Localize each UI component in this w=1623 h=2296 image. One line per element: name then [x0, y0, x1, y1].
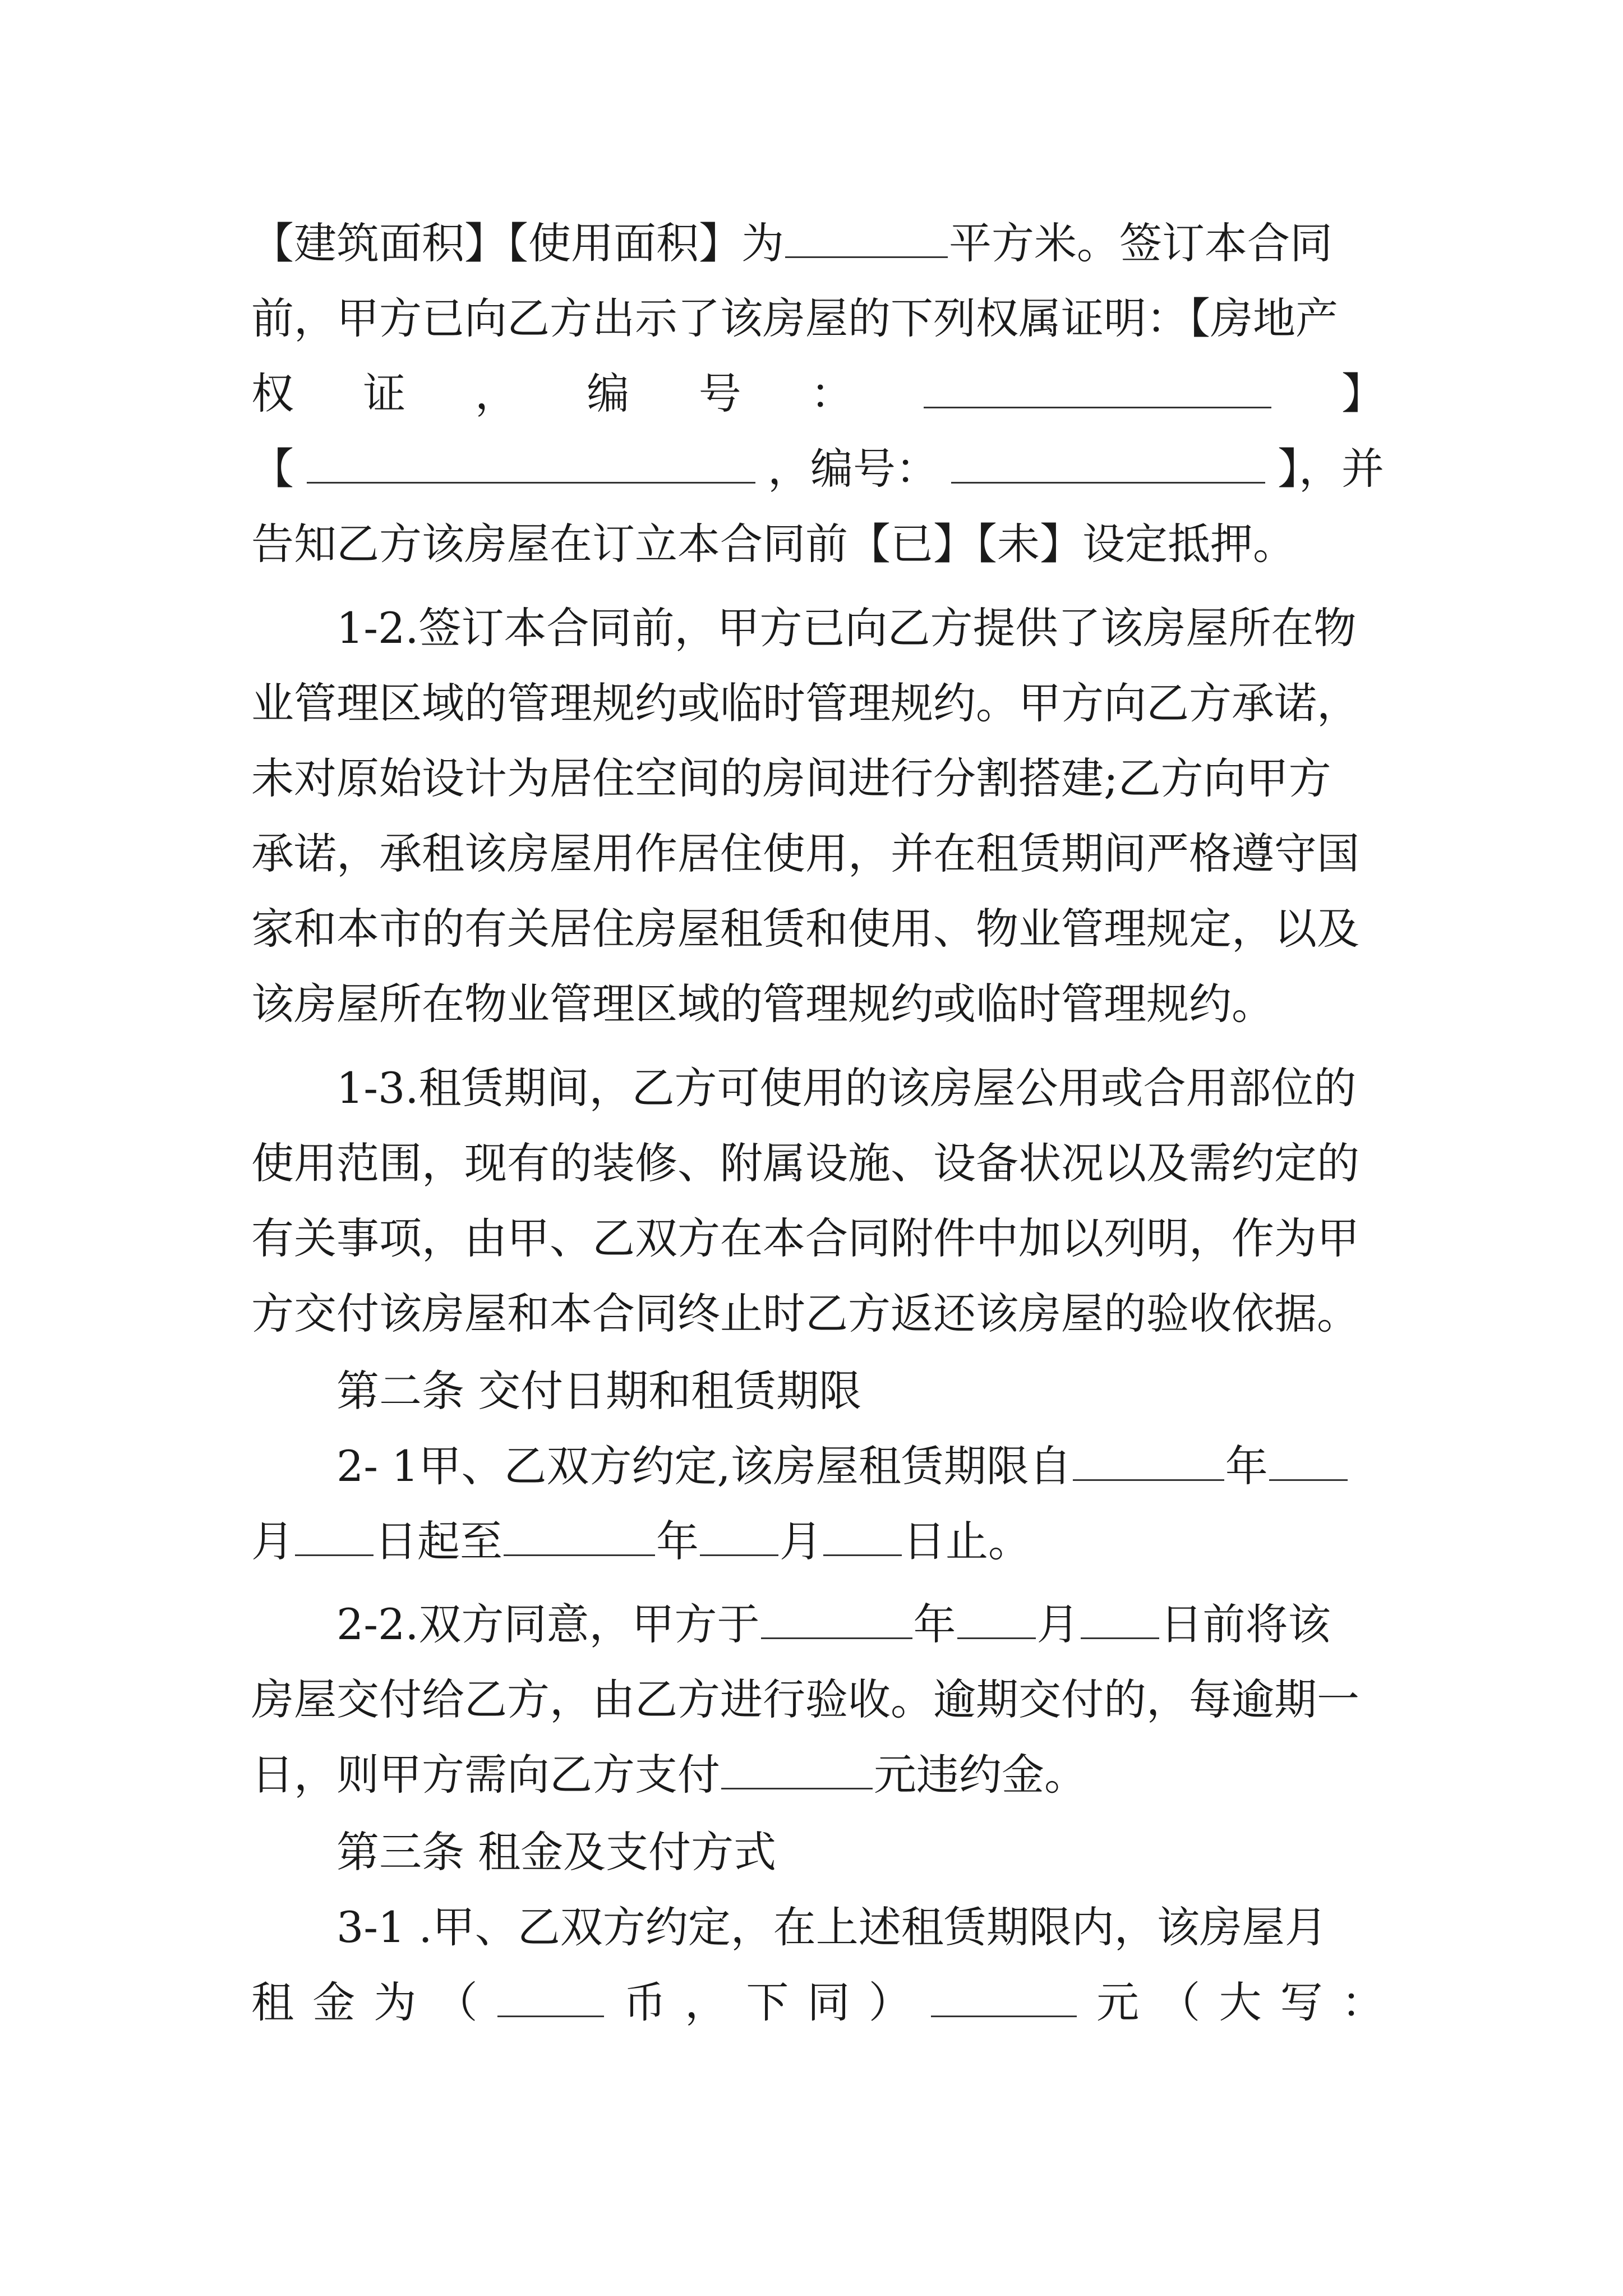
clause-1-3-line — [251, 1280, 1384, 1347]
text-segment: 告知乙方该房屋在订立本合同前【已】【未】设定抵押。 — [251, 519, 1295, 569]
clause-2-2-line — [336, 1591, 1384, 1658]
clause-1-2-line — [251, 895, 1384, 963]
certificate-number-blank[interactable] — [924, 376, 1271, 408]
text-segment: 】，并 — [1278, 444, 1384, 494]
text-char: 元 — [1096, 1977, 1140, 2027]
text-char: 同 — [807, 1977, 850, 2027]
fill-in-blank[interactable] — [785, 226, 948, 258]
text-segment: ，编号： — [768, 444, 938, 494]
text-char: 号 — [698, 369, 741, 418]
text-segment: 年 — [656, 1516, 699, 1566]
text-line — [251, 510, 1384, 578]
clause-3-1-line — [336, 1894, 1384, 1961]
clause-2-1-line — [336, 1433, 1384, 1500]
text-segment: 年 — [1225, 1441, 1268, 1491]
start-month-blank[interactable] — [1269, 1448, 1348, 1481]
clause-1-2-line — [251, 820, 1384, 887]
text-segment: 1-3.租赁期间，乙方可使用的该房屋公用或合用部位的 — [336, 1063, 1357, 1113]
start-day-blank[interactable] — [295, 1524, 374, 1556]
text-segment: 日，则甲方需向乙方支付 — [251, 1750, 720, 1800]
text-segment: 有关事项，由甲、乙双方在本合同附件中加以列明，作为甲 — [251, 1213, 1359, 1263]
heading-text: 第二条 交付日期和租赁期限 — [336, 1366, 862, 1416]
penalty-amount-blank[interactable] — [721, 1757, 873, 1789]
text-segment: 日止。 — [903, 1516, 1031, 1566]
clause-1-2-line — [336, 595, 1384, 662]
text-segment: 日前将该 — [1160, 1599, 1331, 1649]
text-segment: 前，甲方已向乙方出示了该房屋的下列权属证明：【房地产 — [251, 293, 1338, 343]
text-line — [251, 435, 1384, 503]
text-segment: 业管理区域的管理规约或临时管理规约。甲方向乙方承诺， — [251, 678, 1359, 728]
text-char: ， — [685, 1977, 728, 2027]
text-segment: 2- 1甲、乙双方约定,该房屋租赁期限自 — [336, 1441, 1072, 1491]
rent-amount-blank[interactable] — [931, 1985, 1077, 2017]
heading-text: 第三条 租金及支付方式 — [336, 1827, 777, 1877]
certificate-name-blank[interactable] — [307, 451, 755, 484]
article-3-title — [336, 1819, 1384, 1886]
text-char: ： — [1341, 1977, 1384, 2027]
text-segment: 月 — [780, 1516, 822, 1566]
text-char: （ — [1158, 1977, 1201, 2027]
clause-1-2-line — [251, 970, 1384, 1038]
text-segment: 【建筑面积】【使用面积】为 — [251, 218, 784, 268]
clause-1-3-line — [251, 1130, 1384, 1197]
text-char: ） — [868, 1977, 911, 2027]
text-segment: 】 — [1341, 369, 1384, 418]
text-line — [251, 285, 1384, 352]
text-segment: 2-2.双方同意，甲方于 — [336, 1599, 760, 1649]
text-char: 币 — [623, 1977, 666, 2027]
clause-2-2-line — [251, 1666, 1384, 1733]
clause-1-3-line — [336, 1055, 1384, 1122]
text-segment: 方交付该房屋和本合同终止时乙方返还该房屋的验收依据。 — [251, 1289, 1359, 1338]
text-segment: 该房屋所在物业管理区域的管理规约或临时管理规约。 — [251, 979, 1274, 1029]
clause-2-2-line — [251, 1741, 1384, 1809]
currency-blank[interactable] — [497, 1985, 604, 2017]
clause-2-1-line — [251, 1508, 1384, 1575]
text-segment: 房屋交付给乙方，由乙方进行验收。逾期交付的，每逾期一 — [251, 1674, 1359, 1724]
delivery-day-blank[interactable] — [1081, 1607, 1159, 1639]
text-segment: 元违约金。 — [874, 1750, 1087, 1800]
end-day-blank[interactable] — [823, 1524, 902, 1556]
text-char: 大 — [1219, 1977, 1262, 2027]
text-char: 证 — [363, 369, 406, 418]
delivery-month-blank[interactable] — [957, 1607, 1036, 1639]
text-char: 编 — [587, 369, 630, 418]
text-segment: 日起至 — [375, 1516, 502, 1566]
text-segment: 3-1 .甲、乙双方约定，在上述租赁期限内，该房屋月 — [336, 1902, 1327, 1952]
text-segment: 年 — [913, 1599, 956, 1649]
text-segment: 未对原始设计为居住空间的房间进行分割搭建;乙方向甲方 — [251, 753, 1331, 803]
text-segment: 月 — [1036, 1599, 1080, 1649]
clause-1-3-line — [251, 1205, 1384, 1272]
text-segment: 1-2.签订本合同前，甲方已向乙方提供了该房屋所在物 — [336, 603, 1357, 653]
text-segment: 家和本市的有关居住房屋租赁和使用、物业管理规定，以及 — [251, 904, 1359, 954]
text-segment: 平方米。签订本合同 — [949, 218, 1332, 268]
text-char: （ — [435, 1977, 478, 2027]
text-segment: 使用范围，现有的装修、附属设施、设备状况以及需约定的 — [251, 1138, 1359, 1188]
text-char: 为 — [374, 1977, 417, 2027]
start-year-blank[interactable] — [1073, 1448, 1224, 1481]
text-char: ， — [474, 369, 518, 418]
text-char: 写 — [1280, 1977, 1323, 2027]
clause-3-1-line — [251, 1969, 1384, 2036]
certificate-number-blank[interactable] — [951, 451, 1265, 484]
text-line — [251, 210, 1384, 277]
text-segment: 月 — [251, 1516, 294, 1566]
clause-1-2-line — [251, 670, 1384, 737]
text-char: 下 — [746, 1977, 789, 2027]
text-segment: 承诺，承租该房屋用作居住使用，并在租赁期间严格遵守国 — [251, 829, 1359, 878]
article-2-title — [336, 1358, 1384, 1425]
text-char: 权 — [251, 369, 294, 418]
text-char: ： — [810, 369, 854, 418]
delivery-year-blank[interactable] — [761, 1607, 912, 1639]
text-line — [251, 360, 1384, 427]
text-segment: 【 — [251, 444, 294, 494]
clause-1-2-line — [251, 745, 1384, 812]
end-month-blank[interactable] — [700, 1524, 778, 1556]
text-char: 租 — [251, 1977, 294, 2027]
text-char: 金 — [312, 1977, 356, 2027]
end-year-blank[interactable] — [504, 1524, 655, 1556]
